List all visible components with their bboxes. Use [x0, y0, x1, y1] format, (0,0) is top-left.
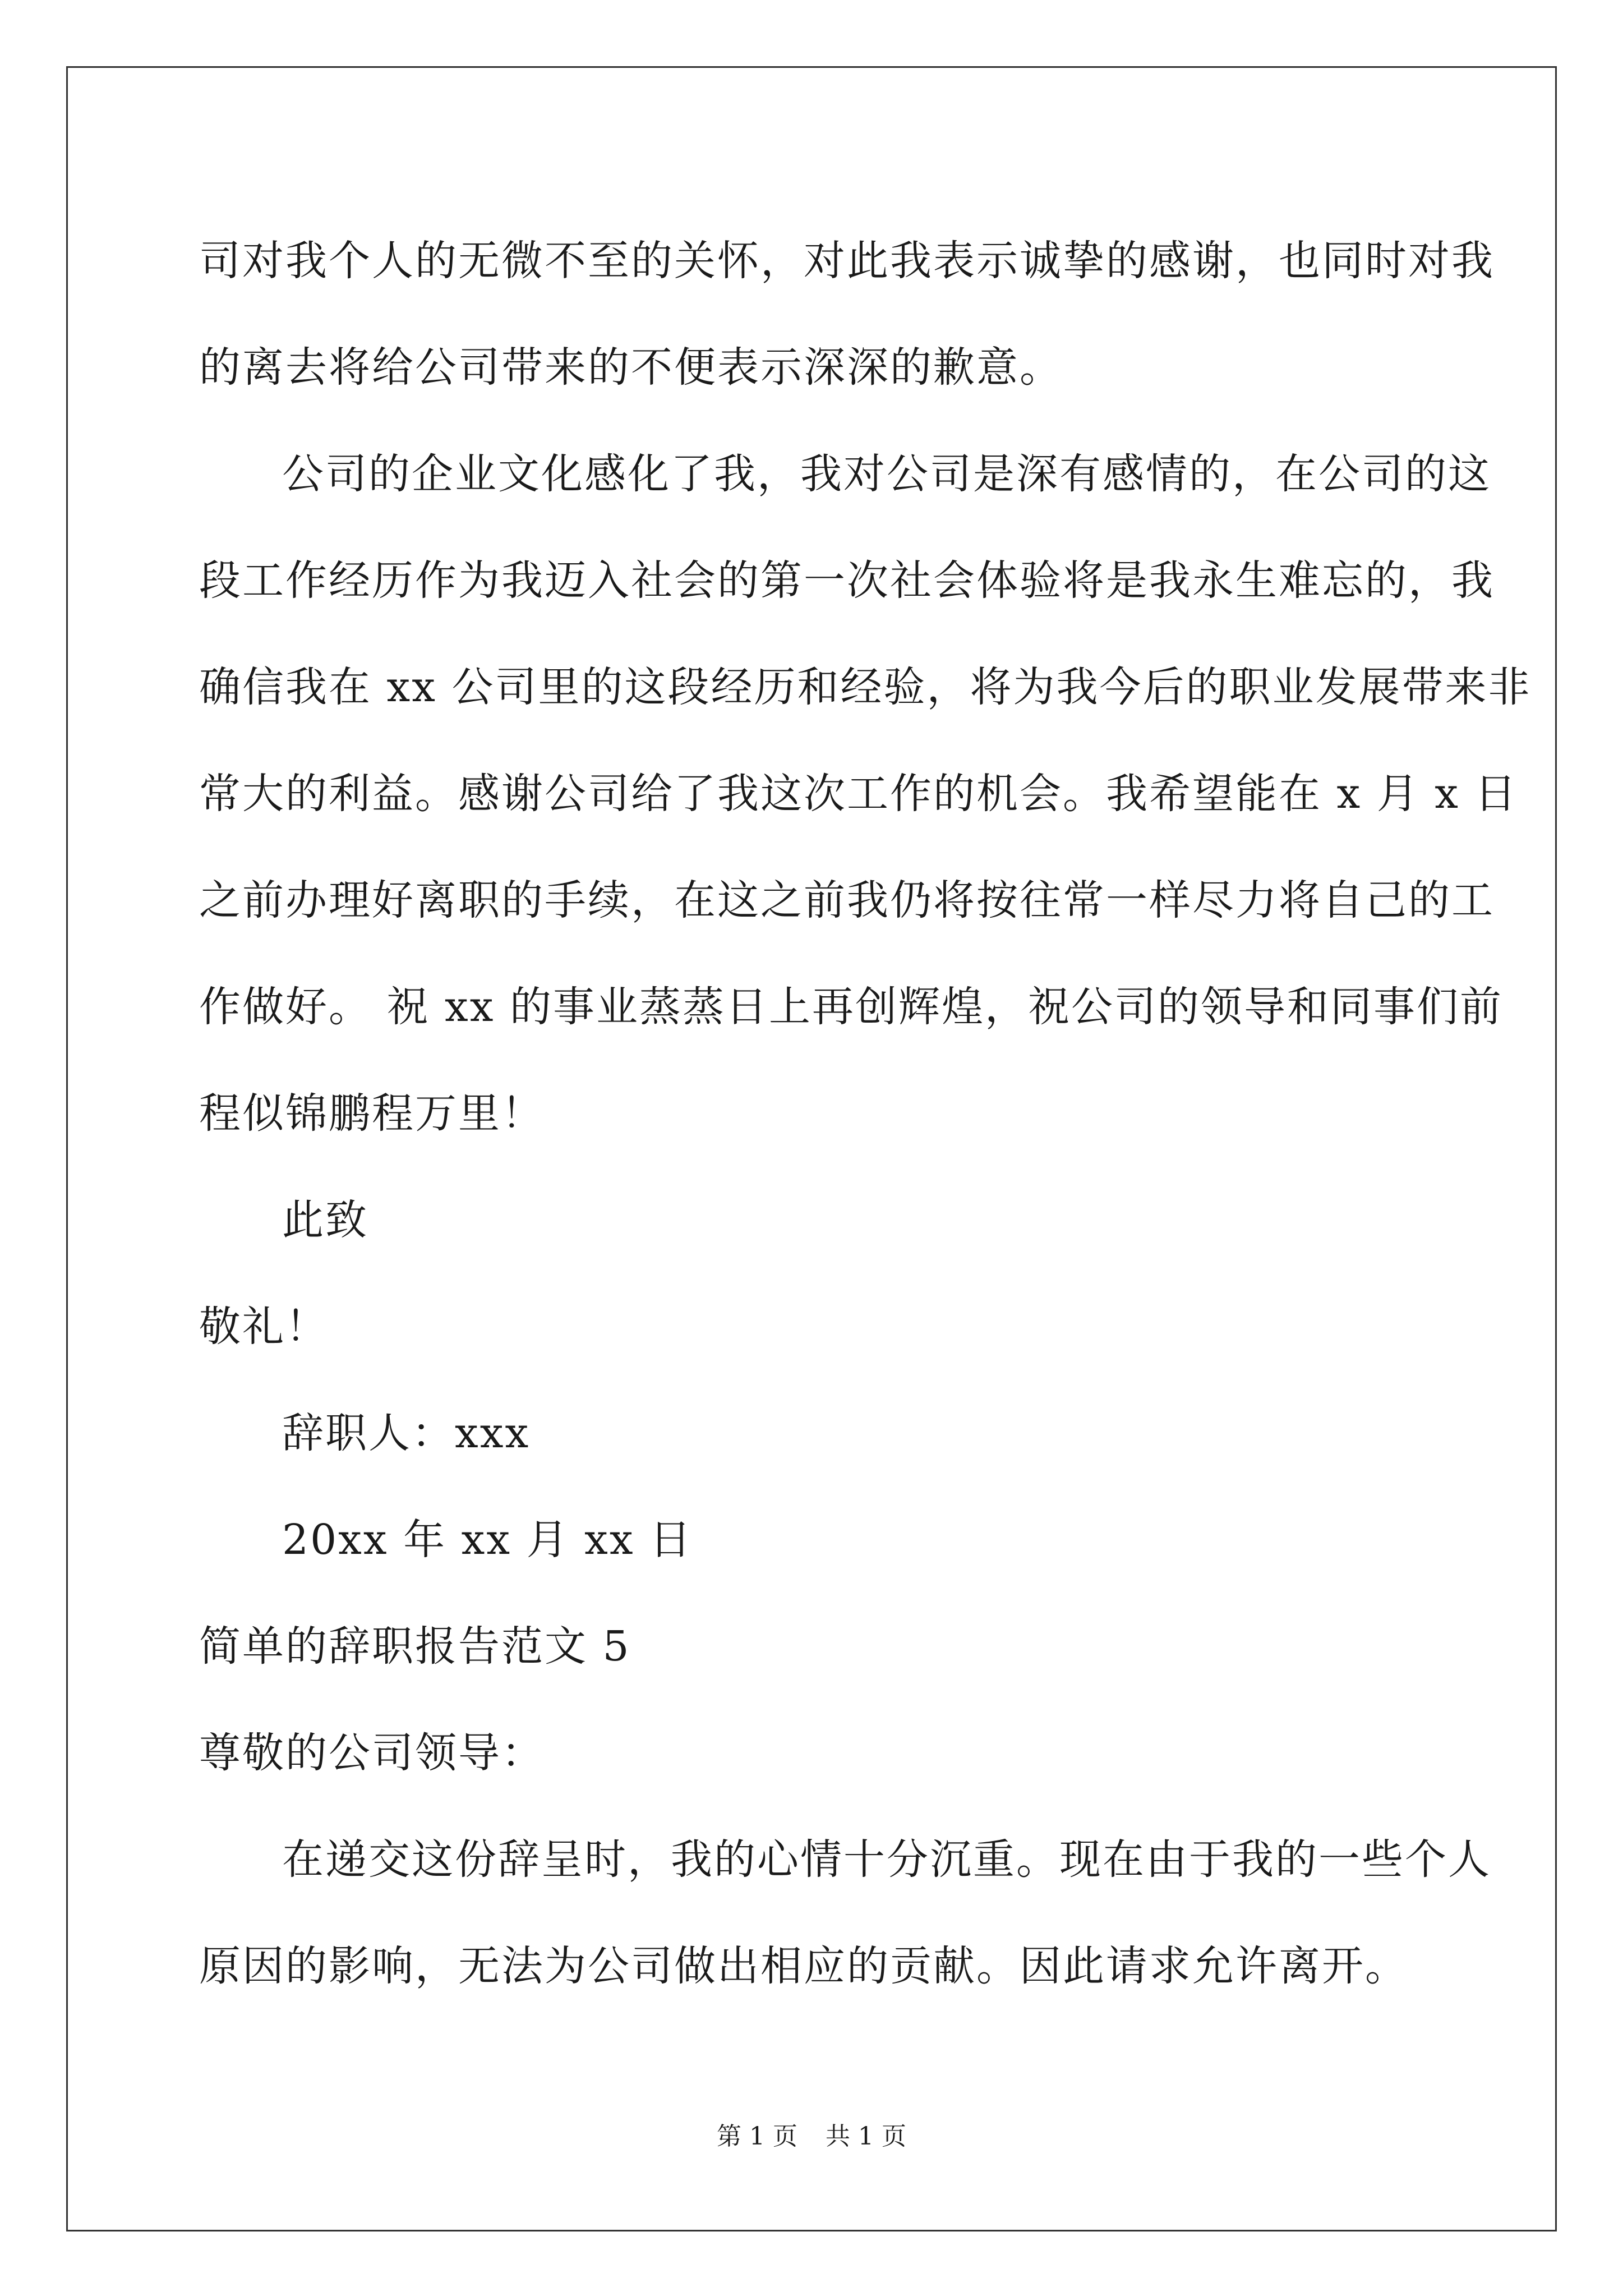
closing-regards: 敬礼！ [199, 1303, 329, 1351]
paragraph-line: 常大的利益。感谢公司给了我这次工作的机会。我希望能在 x 月 x 日 [199, 770, 1518, 818]
paragraph-line: 在递交这份辞呈时，我的心情十分沉重。现在由于我的一些个人 [282, 1835, 1491, 1884]
closing-salutation: 此致 [282, 1196, 368, 1244]
greeting-line: 尊敬的公司领导： [199, 1729, 545, 1777]
page-number-current: 第 1 页 [717, 2122, 797, 2151]
paragraph-line: 确信我在 xx 公司里的这段经历和经验，将为我今后的职业发展带来非 [199, 663, 1532, 711]
paragraph-line: 段工作经历作为我迈入社会的第一次社会体验将是我永生难忘的，我 [199, 556, 1495, 605]
paragraph-line: 程似锦鹏程万里！ [199, 1089, 545, 1138]
paragraph-line: 之前办理好离职的手续，在这之前我仍将按往常一样尽力将自己的工 [199, 876, 1495, 924]
paragraph-line: 司对我个人的无微不至的关怀，对此我表示诚挚的感谢，也同时对我 [199, 237, 1495, 285]
paragraph-line: 公司的企业文化感化了我，我对公司是深有感情的，在公司的这 [282, 450, 1491, 498]
date-line: 20xx 年 xx 月 xx 日 [282, 1516, 693, 1564]
document-body [199, 208, 1532, 2019]
signature-line: 辞职人：xxx [282, 1409, 531, 1457]
paragraph-line: 原因的影响，无法为公司做出相应的贡献。因此请求允许离开。 [199, 1942, 1408, 1990]
paragraph-line: 作做好。 祝 xx 的事业蒸蒸日上再创辉煌，祝公司的领导和同事们前 [199, 983, 1504, 1031]
page-footer [0, 2116, 1623, 2152]
section-title: 简单的辞职报告范文 5 [199, 1622, 631, 1671]
paragraph-line: 的离去将给公司带来的不便表示深深的歉意。 [199, 343, 1063, 392]
page-number-total: 共 1 页 [826, 2122, 906, 2151]
